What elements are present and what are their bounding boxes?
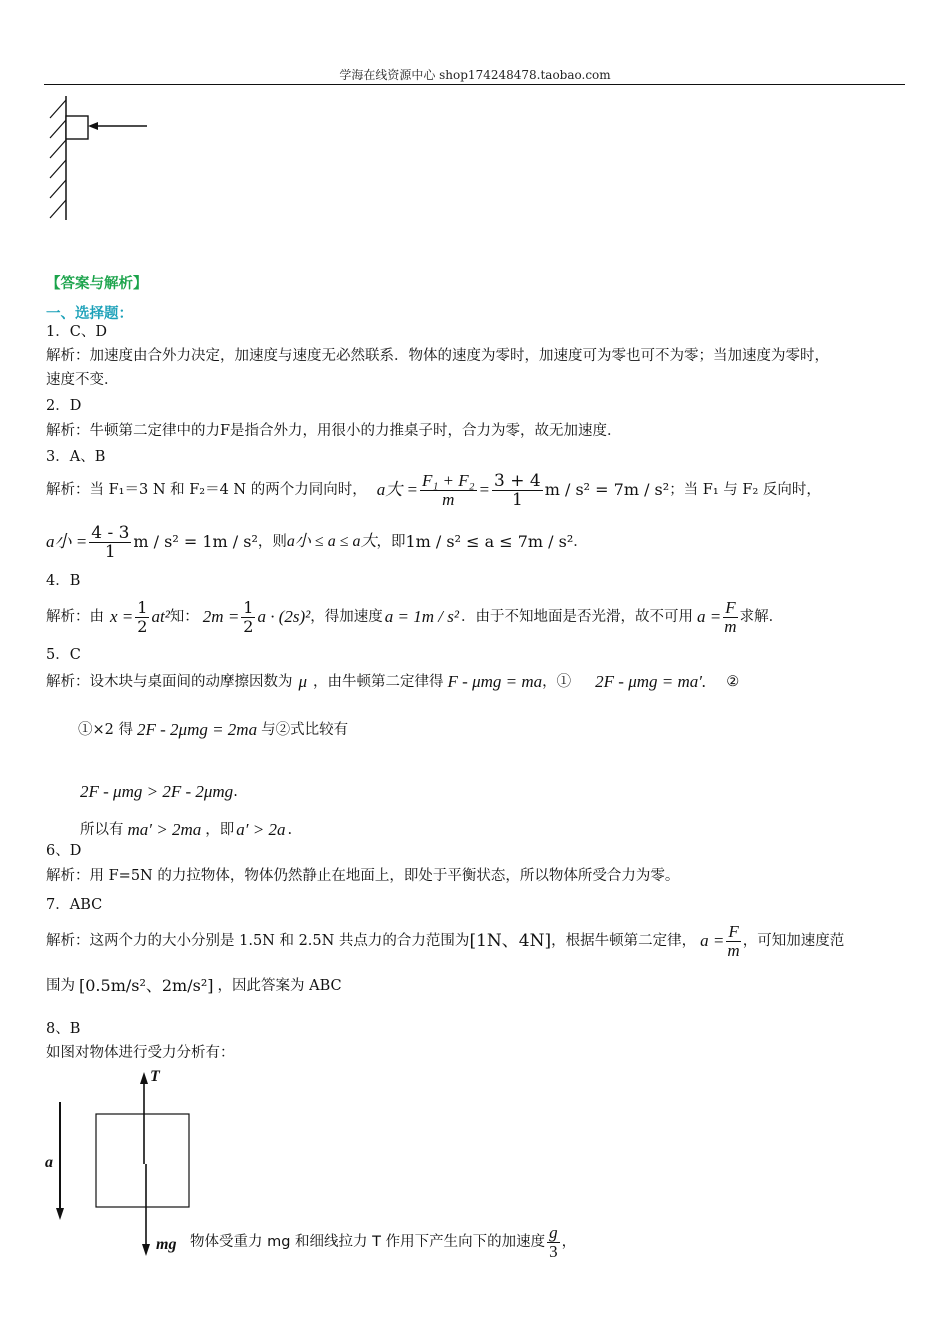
q5-line4 (80, 818, 292, 842)
q4-answer: 4．B (46, 573, 81, 589)
q8-line2-end: ， (561, 1234, 577, 1250)
q4-frac-fm (723, 599, 737, 636)
block (66, 116, 88, 139)
q7-pre: 解析：这两个力的大小分别是 1.5N 和 2.5N 共点力的合力范围为 (46, 933, 470, 949)
q8-frac-g3 (547, 1224, 560, 1261)
q4-half-2-den: 2 (243, 616, 254, 636)
q1-explanation-line2: 速度不变． (46, 372, 119, 388)
q4-tail: 求解． (739, 609, 784, 625)
q4-eq1-right: at² (151, 607, 170, 626)
q5-step1: ①×2 得 (78, 722, 133, 738)
q3-range: 1m / s² ≤ a ≤ 7m / s² (405, 532, 574, 551)
wall-block-figure (44, 94, 154, 224)
q4-half-1-den: 2 (137, 616, 148, 636)
q2-answer: 2．D (46, 398, 82, 414)
q5-mu: μ (298, 672, 308, 691)
q5-step1b: 与②式比较有 (261, 722, 349, 738)
q3-frac-2 (492, 472, 543, 509)
q5-eq2: 2F - μmg = ma′. (595, 672, 707, 691)
q8-frac-g3-den: 3 (549, 1241, 558, 1261)
q3-result-2: m / s² = 1m / s² (133, 532, 258, 551)
q7-line1 (46, 918, 844, 964)
object-box (96, 1114, 189, 1207)
q5-eq3: 2F - 2μmg = 2ma (136, 720, 258, 739)
q8-intro: 如图对物体进行受力分析有： (46, 1045, 235, 1061)
header-divider (44, 84, 905, 85)
q4-half-2 (241, 599, 255, 636)
q3-frac-1-num: F₁ + F₂ (421, 470, 475, 490)
q3-frac-2-num: 3 + 4 (494, 470, 541, 491)
wall-hatching (50, 100, 66, 218)
q3-a-small: a小 = (46, 532, 88, 551)
q7-mid: ，根据牛顿第二定律， (551, 933, 697, 949)
q4-eq4-left: a = (696, 607, 722, 626)
q5-eq5: ma′ > 2ma (127, 820, 202, 839)
q3-frac-3-den: 1 (104, 541, 116, 562)
q4-mid: ．由于不知地面是否光滑，故不可用 (460, 609, 693, 625)
q4-half-1 (135, 599, 149, 636)
q3-tail-2: ，即 (376, 534, 406, 550)
q3-frac-3 (89, 524, 131, 561)
q4-half-1-num: 1 (137, 597, 148, 617)
q5-eq4: 2F - μmg > 2F - 2μmg (80, 782, 234, 801)
label-acceleration: a (45, 1154, 53, 1171)
q3-pre: 解析：当 F₁＝3 N 和 F₂＝4 N 的两个力同向时， (46, 482, 367, 498)
q3-tail-1: ，则 (257, 534, 287, 550)
q5-end: . (287, 822, 293, 838)
q5-pre: 解析：设木块与桌面间的动摩擦因数为 (46, 674, 293, 690)
q8-line2-text: 物体受重力 mg 和细线拉力 T 作用下产生向下的加速度 (190, 1234, 546, 1250)
q7-tail: ，可知加速度范 (742, 933, 845, 949)
q4-eq2-left: 2m = (202, 607, 240, 626)
q3-frac-1 (420, 472, 477, 509)
q4-eq3: a = 1m / s² (384, 607, 459, 626)
q3-frac-3-num: 4 - 3 (91, 522, 130, 543)
q5-line3 (80, 778, 238, 806)
q5-mid: ，由牛顿第二定律得 (313, 674, 444, 690)
force-arrow-head (88, 122, 98, 130)
q7-frac-fm-num: F (728, 921, 739, 941)
q4-frac-fm-num: F (725, 597, 736, 617)
q4-line1 (46, 594, 783, 640)
q3-result-1: m / s² = 7m / s² (544, 480, 670, 499)
q3-answer: 3．A、B (46, 449, 106, 465)
q3-a-big: a大 = (376, 480, 418, 499)
q8-answer: 8、B (46, 1021, 81, 1037)
q7-range: [1N、4N] (469, 931, 552, 951)
q5-eq4-dot: . (233, 784, 238, 800)
q4-eq2-right: a · (2s)² (257, 607, 311, 626)
q5-eq1: F - μmg = ma (447, 672, 543, 691)
q5-eq6: a′ > 2a (236, 820, 286, 839)
q4-half-2-num: 1 (243, 597, 254, 617)
q5-so2: ，即 (205, 822, 235, 838)
q4-frac-fm-den: m (724, 616, 737, 636)
q4-eq1-left: x = (110, 607, 134, 626)
gravity-arrow-head (142, 1244, 150, 1256)
q3-frac-1-den: m (442, 489, 455, 509)
q5-line2 (78, 716, 348, 744)
q5-circle-2: ② (726, 674, 740, 690)
q7-range-2: [0.5m/s²、2m/s²] (79, 976, 214, 995)
q1-explanation-line1: 解析：加速度由合外力决定，加速度与速度无必然联系．物体的速度为零时，加速度可为零也可不为零；当加速度为零时， (46, 348, 829, 364)
q3-inequality: a小 ≤ a ≤ a大 (286, 533, 377, 550)
acceleration-arrow-head (56, 1208, 64, 1220)
choice-section-title: 一、选择题： (46, 306, 133, 322)
answer-section-title: 【答案与解析】 (46, 276, 148, 292)
q8-frac-g3-num: g (549, 1222, 558, 1242)
q2-explanation: 解析：牛顿第二定律中的力F是指合外力，用很小的力推桌子时，合力为零，故无加速度． (46, 423, 622, 439)
page-header: 学海在线资源中心 shop174248478.taobao.com (339, 68, 611, 82)
q6-answer: 6、D (46, 843, 82, 859)
q7-line2 (46, 972, 342, 1000)
q7-frac-fm-den: m (727, 940, 740, 960)
q3-line2 (46, 520, 588, 564)
q3-tail-3: ． (573, 534, 588, 550)
q7-frac-fm (726, 923, 740, 960)
q3-line1: 解析：当 F₁＝3 N 和 F₂＝4 N 的两个力同向时， a大 = $\frac{\text{F₁ + F₂}}{m}$ = $\frac{3 + 4}{1}$ m / s² = 7m / s² ；当 F₁ 与 F₂ 反向时， (46, 470, 821, 510)
q6-explanation: 解析：用 F=5N 的力拉物体，物体仍然静止在地面上，即处于平衡状态，所以物体所受合力为零。 (46, 868, 680, 884)
q4-pre: 解析：由 (46, 609, 104, 625)
tension-arrow-head (140, 1072, 148, 1084)
q7-eq-left: a = (700, 931, 725, 950)
label-tension: T (150, 1068, 160, 1085)
q5-so: 所以有 (80, 822, 124, 838)
q7-answer: 7．ABC (46, 897, 103, 913)
q5-circle-1: ，① (542, 674, 572, 690)
q7-line2-a: 围为 (46, 978, 75, 994)
q3-mid: ；当 F₁ 与 F₂ 反向时， (669, 482, 821, 498)
q7-line2-b: ，因此答案为 ABC (217, 978, 342, 994)
q4-get: ，得加速度 (310, 609, 383, 625)
q5-answer: 5．C (46, 647, 81, 663)
label-gravity: mg (156, 1236, 177, 1253)
q8-line2 (190, 1220, 576, 1264)
q5-line1 (46, 668, 739, 696)
q4-know: 知： (169, 609, 199, 625)
q1-answer: 1．C、D (46, 324, 107, 340)
force-diagram (44, 1066, 194, 1260)
q3-frac-2-den: 1 (511, 489, 523, 510)
